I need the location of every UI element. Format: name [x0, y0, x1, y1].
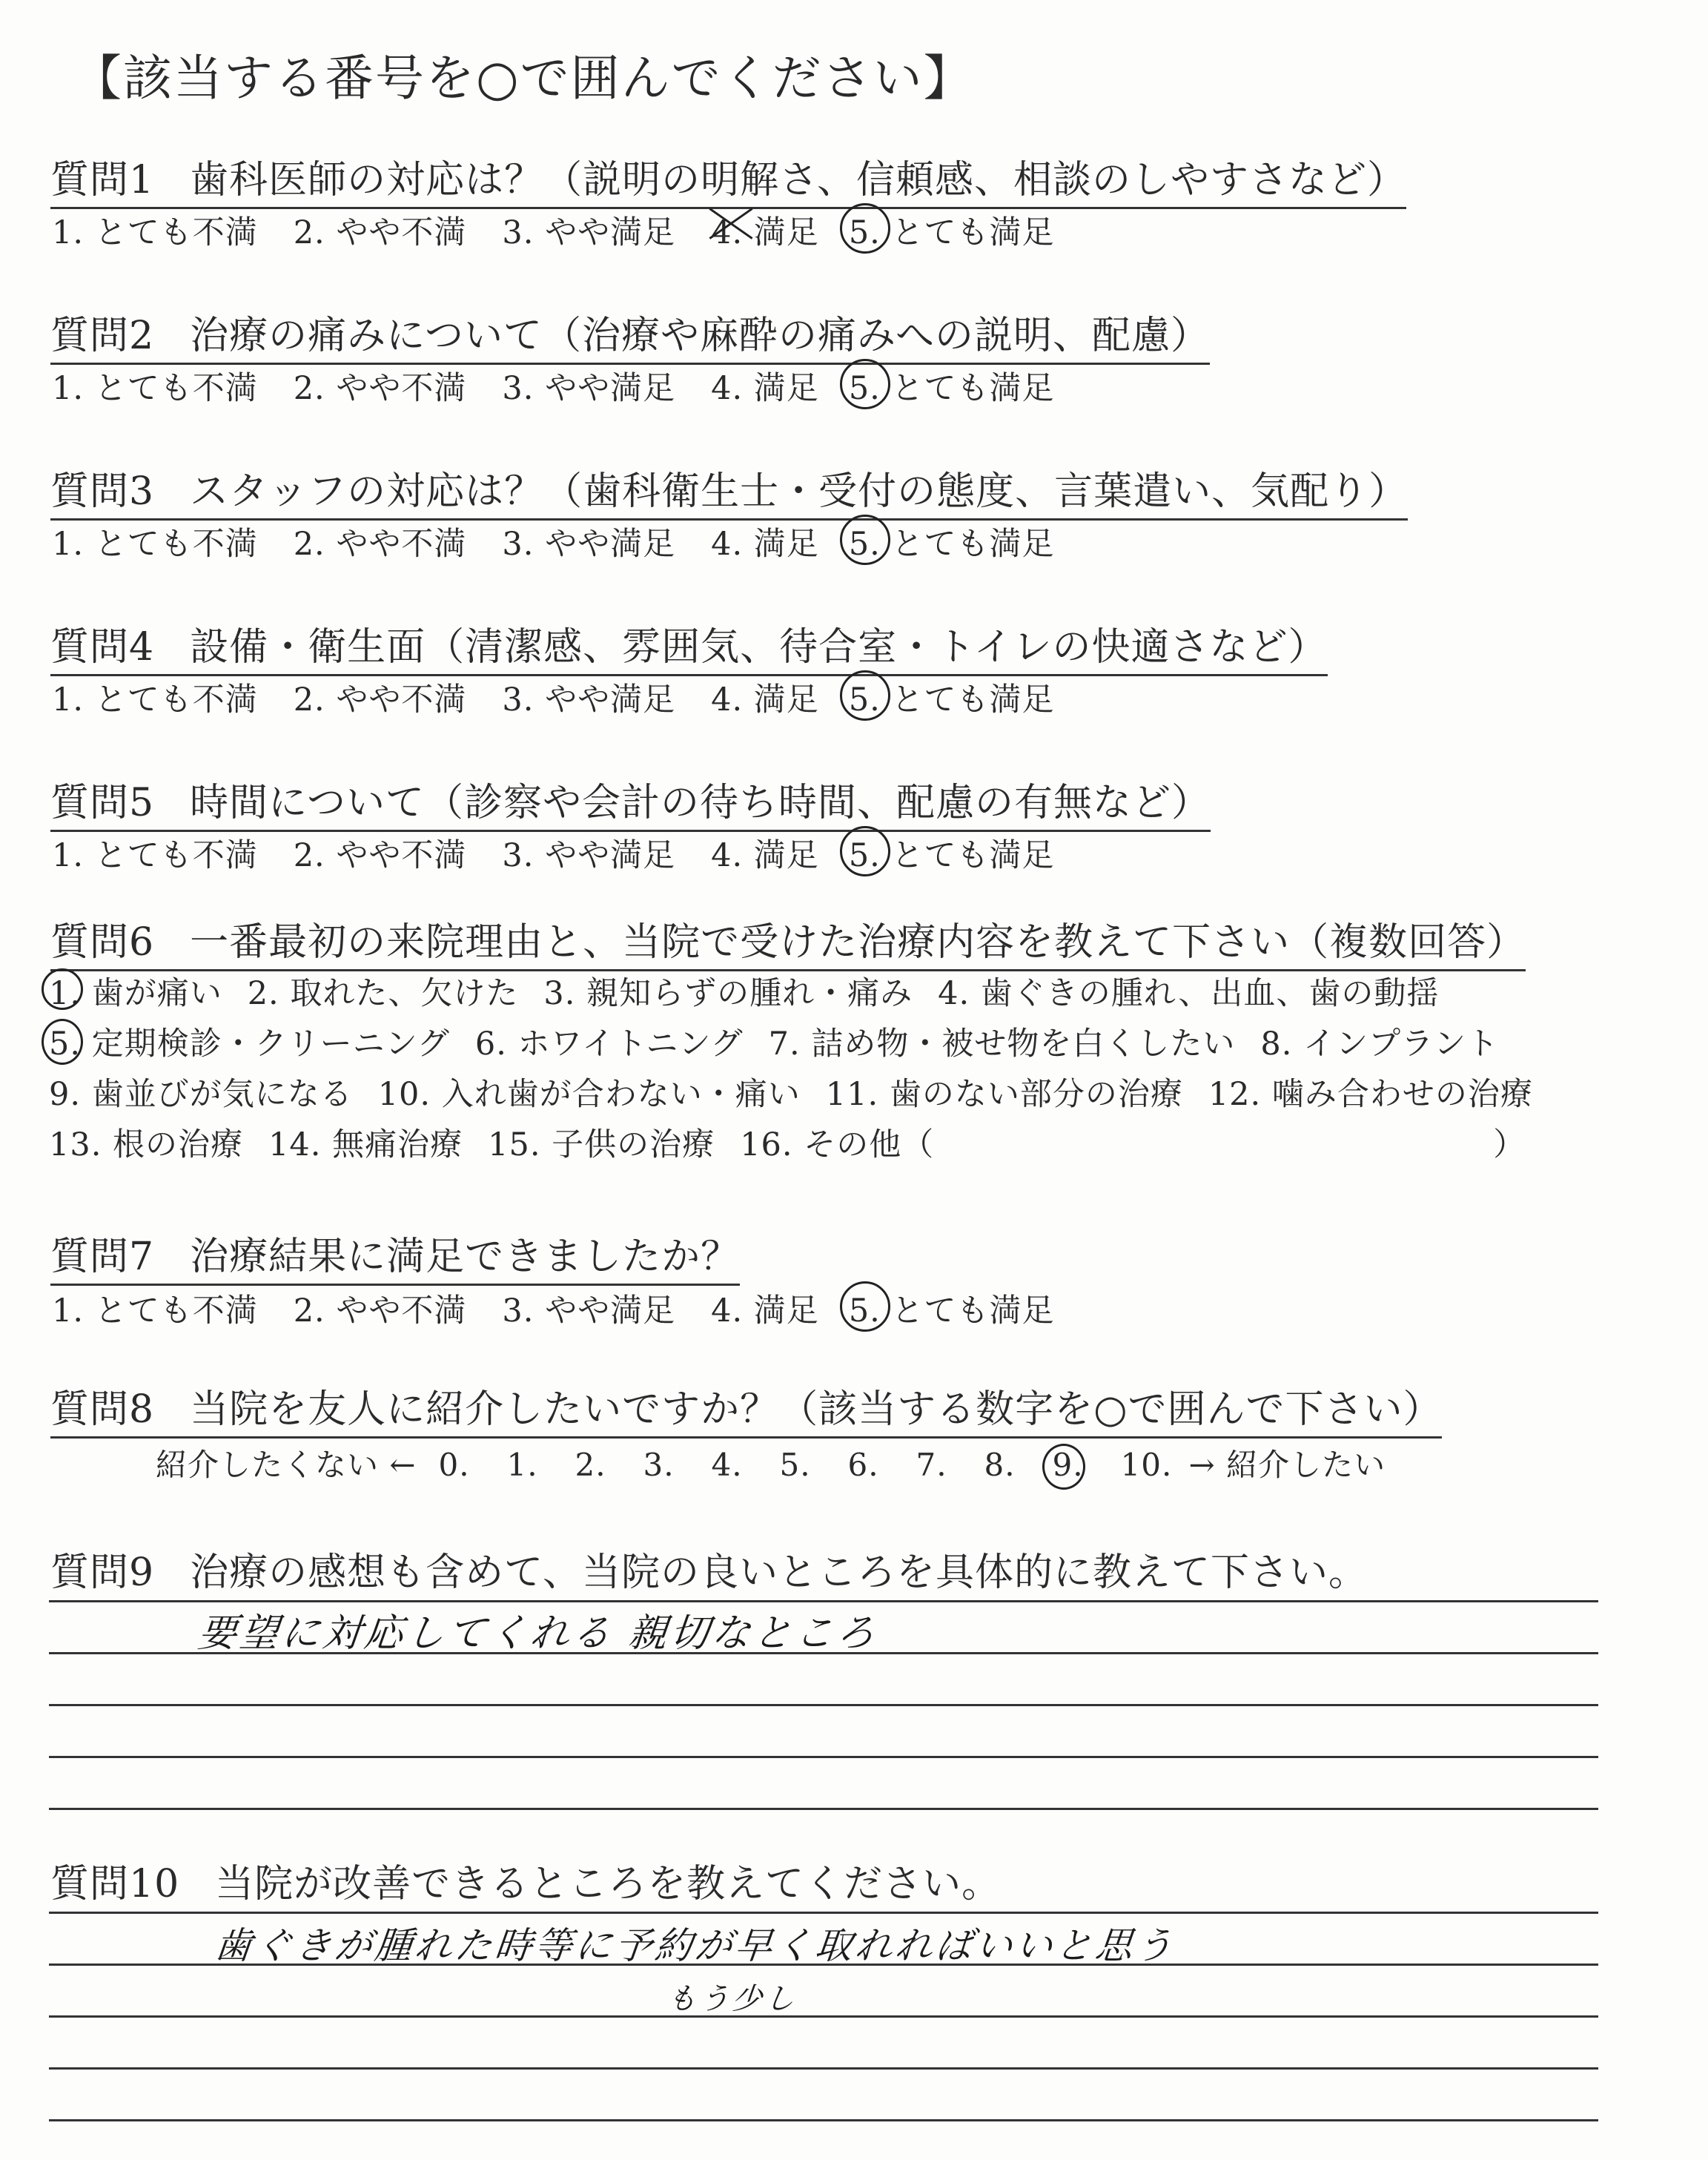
option-label: 5. とても満足 — [848, 526, 1055, 563]
q6-option[interactable]: 3. 親知らずの腫れ・痛み — [543, 975, 913, 1012]
option-label: 2. やや不満 — [293, 526, 467, 563]
q9-text: 治療の感想も含めて、当院の良いところを具体的に教えて下さい。 — [190, 1550, 1368, 1595]
option-4[interactable] — [711, 1286, 819, 1331]
option-label: 1. とても不満 — [52, 526, 258, 563]
scale-value[interactable]: 5. — [779, 1447, 811, 1483]
answer-line — [49, 2015, 1598, 2018]
option-1[interactable] — [52, 1286, 258, 1331]
q6-row — [49, 968, 1558, 1019]
q10-handwritten-line2: もう少し — [665, 1982, 800, 2016]
q6-option[interactable]: 12. 噛み合わせの治療 — [1208, 1076, 1533, 1113]
option-label: 4. 満足 — [711, 837, 819, 874]
q6-text: 一番最初の来院理由と、当院で受けた治療内容を教えて下さい（複数回答） — [190, 920, 1526, 965]
option-5[interactable] — [849, 1286, 1055, 1331]
option-label: 3. やや満足 — [502, 526, 676, 563]
q3-title — [50, 460, 1408, 521]
q4-options — [52, 675, 1055, 720]
option-3[interactable] — [502, 363, 675, 409]
option-3[interactable] — [502, 830, 675, 876]
q7-number: 質問7 — [50, 1235, 155, 1279]
q6-other-close: ） — [1493, 1126, 1526, 1163]
form-header: 【該当する番号を○で囲んでください】 — [73, 50, 974, 107]
option-2[interactable] — [294, 363, 467, 409]
q6-option-other[interactable]: 16. その他（ — [740, 1126, 935, 1163]
option-label: 5. とても満足 — [848, 1292, 1055, 1330]
option-label: 2. やや不満 — [293, 1292, 467, 1330]
q3-number: 質問3 — [50, 469, 155, 514]
q6-option[interactable]: 5. 定期検診・クリーニング — [49, 1019, 450, 1069]
option-label: 3. やや満足 — [502, 681, 676, 719]
q8-number: 質問8 — [50, 1387, 155, 1432]
answer-circle — [840, 1281, 890, 1332]
q6-option[interactable]: 14. 無痛治療 — [268, 1126, 463, 1163]
option-4[interactable] — [711, 208, 819, 253]
q3-options — [52, 519, 1055, 564]
q10-handwritten-line1: 歯ぐきが腫れた時等に予約が早く取れればいいと思う — [212, 1924, 1178, 1967]
option-label: 4. 満足 — [711, 370, 819, 407]
option-label: 3. やや満足 — [502, 370, 676, 407]
q6-option[interactable]: 10. 入れ歯が合わない・痛い — [377, 1076, 801, 1113]
q6-number: 質問6 — [50, 920, 155, 965]
answer-line — [49, 1704, 1598, 1706]
option-label: 3. やや満足 — [502, 837, 676, 874]
answer-line — [49, 2067, 1598, 2070]
q10-number: 質問10 — [50, 1862, 180, 1906]
q6-option[interactable]: 13. 根の治療 — [49, 1126, 244, 1163]
q4-number: 質問4 — [50, 625, 155, 670]
option-label: 1. とても不満 — [52, 370, 258, 407]
q6-title — [50, 911, 1526, 971]
q9-number: 質問9 — [50, 1550, 155, 1595]
scale-value[interactable]: 10. — [1120, 1447, 1173, 1483]
q1-options — [52, 208, 1055, 253]
option-5[interactable] — [849, 830, 1055, 876]
option-label: 2. やや不満 — [293, 681, 467, 719]
option-label: 1. とても不満 — [52, 681, 258, 719]
option-label: 4. 満足 — [711, 1292, 819, 1330]
answer-line — [49, 1912, 1598, 1914]
q2-options — [52, 363, 1055, 409]
answer-circle — [840, 359, 890, 409]
option-label: 1. とても不満 — [52, 837, 258, 874]
q7-text: 治療結果に満足できましたか？ — [190, 1235, 741, 1279]
option-label: 3. やや満足 — [502, 1292, 676, 1330]
option-4[interactable] — [711, 363, 819, 409]
q8-right-label: → 紹介したい — [1188, 1447, 1386, 1483]
scale-value[interactable]: 6. — [847, 1447, 879, 1483]
option-1[interactable] — [52, 363, 258, 409]
q3-text: スタッフの対応は？（歯科衛生士・受付の態度、言葉遣い、気配り） — [190, 469, 1409, 514]
option-1[interactable] — [52, 208, 258, 253]
q6-row — [49, 1069, 1558, 1120]
answer-circle — [42, 968, 83, 1010]
answer-circle — [840, 203, 890, 254]
q7-title — [50, 1225, 740, 1286]
q8-left-label: 紹介したくない ← — [156, 1447, 417, 1483]
option-3[interactable] — [502, 519, 675, 564]
option-2[interactable] — [294, 830, 467, 876]
q6-option[interactable]: 9. 歯並びが気になる — [49, 1076, 353, 1113]
option-3[interactable] — [502, 208, 675, 253]
q8-title — [50, 1378, 1442, 1439]
answer-circle — [840, 670, 890, 721]
scale-value[interactable]: 2. — [575, 1447, 606, 1483]
option-label: 4. 満足 — [711, 681, 819, 719]
scale-value[interactable]: 3. — [643, 1447, 675, 1483]
option-label: 4. 満足 — [711, 214, 819, 251]
q6-options — [49, 968, 1558, 1170]
scale-value[interactable]: 4. — [711, 1447, 743, 1483]
answer-circle — [42, 1019, 83, 1065]
answer-circle — [840, 515, 890, 565]
q8-scale — [156, 1441, 1386, 1485]
option-3[interactable] — [502, 1286, 675, 1331]
answer-circle — [840, 826, 890, 876]
q5-options — [52, 830, 1055, 876]
q6-option[interactable]: 6. ホワイトニング — [474, 1025, 744, 1063]
option-label: 1. とても不満 — [52, 214, 258, 251]
answer-line — [49, 1756, 1598, 1758]
option-label: 1. とても不満 — [52, 1292, 258, 1330]
option-5[interactable] — [849, 519, 1055, 564]
option-label: 3. やや満足 — [502, 214, 676, 251]
option-label: 5. とても満足 — [848, 681, 1055, 719]
q6-option[interactable]: 15. 子供の治療 — [488, 1126, 715, 1163]
q7-options — [52, 1286, 1055, 1331]
option-4[interactable] — [711, 675, 819, 720]
q6-option[interactable]: 1. 歯が痛い — [49, 968, 222, 1019]
q4-text: 設備・衛生面（清潔感、雰囲気、待合室・トイレの快適さなど） — [190, 625, 1328, 670]
q5-number: 質問5 — [50, 781, 155, 825]
q2-text: 治療の痛みについて（治療や麻酔の痛みへの説明、配慮） — [190, 314, 1211, 358]
scale-value[interactable]: 1. — [506, 1447, 538, 1483]
q4-title — [50, 615, 1328, 676]
q6-option[interactable]: 11. 歯のない部分の治療 — [825, 1076, 1183, 1113]
option-2[interactable] — [294, 208, 467, 253]
q2-title — [50, 304, 1210, 365]
scale-value[interactable]: 9. — [1053, 1447, 1121, 1483]
option-label: 5. とても満足 — [848, 214, 1055, 251]
q6-option[interactable]: 7. 詰め物・被せ物を白くしたい — [768, 1025, 1236, 1063]
option-1[interactable] — [52, 519, 258, 564]
option-label: 2. やや不満 — [293, 370, 467, 407]
option-2[interactable] — [294, 1286, 467, 1331]
q8-text: 当院を友人に紹介したいですか？（該当する数字を○で囲んで下さい） — [190, 1387, 1443, 1432]
q9-handwritten-answer: 要望に対応してくれる 親切なところ — [196, 1611, 881, 1656]
scale-value[interactable]: 8. — [984, 1447, 1016, 1483]
option-label: 2. やや不満 — [293, 214, 467, 251]
q6-row — [49, 1120, 1558, 1170]
option-1[interactable] — [52, 830, 258, 876]
scale-value[interactable]: 7. — [916, 1447, 947, 1483]
answer-line — [49, 1808, 1598, 1810]
option-label: 2. やや不満 — [293, 837, 467, 874]
option-label: 4. 満足 — [711, 526, 819, 563]
q6-row — [49, 1019, 1558, 1069]
q1-text: 歯科医師の対応は？（説明の明解さ、信頼感、相談のしやすさなど） — [190, 158, 1407, 202]
q5-title — [50, 771, 1211, 832]
option-label: 5. とても満足 — [848, 837, 1055, 874]
answer-circle — [1042, 1444, 1085, 1490]
option-4[interactable] — [711, 519, 819, 564]
q6-option[interactable]: 8. インプラント — [1260, 1025, 1500, 1063]
q2-number: 質問2 — [50, 314, 155, 358]
option-2[interactable] — [294, 675, 467, 720]
option-4[interactable] — [711, 830, 819, 876]
option-3[interactable] — [502, 675, 675, 720]
q6-option[interactable]: 2. 取れた、欠けた — [247, 975, 519, 1012]
option-5[interactable] — [849, 208, 1055, 253]
option-2[interactable] — [294, 519, 467, 564]
q6-option[interactable]: 4. 歯ぐきの腫れ、出血、歯の動揺 — [938, 975, 1440, 1012]
option-1[interactable] — [52, 675, 258, 720]
answer-line — [49, 2119, 1598, 2121]
q9-title — [50, 1541, 1368, 1599]
scale-value[interactable]: 0. — [438, 1447, 470, 1483]
q1-title — [50, 148, 1406, 209]
q10-title — [50, 1852, 1001, 1911]
option-label: 5. とても満足 — [848, 370, 1055, 407]
q1-number: 質問1 — [50, 158, 155, 202]
q5-text: 時間について（診察や会計の待ち時間、配慮の有無など） — [190, 781, 1211, 825]
option-5[interactable] — [849, 363, 1055, 409]
option-5[interactable] — [849, 675, 1055, 720]
q10-text: 当院が改善できるところを教えてください。 — [215, 1862, 1002, 1906]
